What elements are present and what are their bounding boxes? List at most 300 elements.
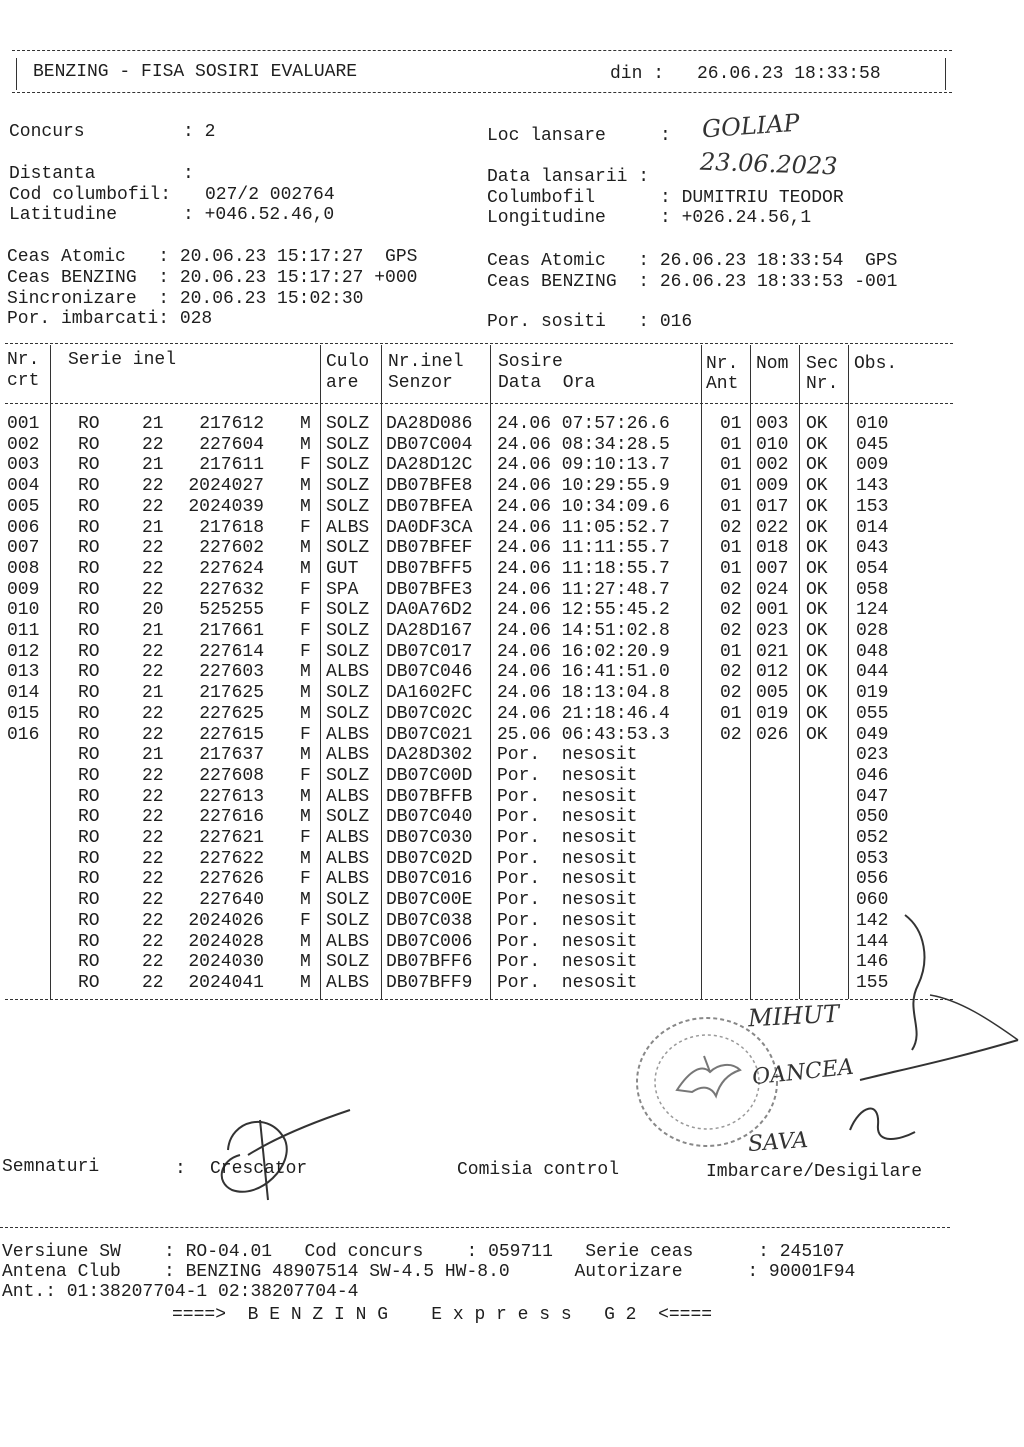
cell-cul: SOLZ xyxy=(326,496,370,517)
loc-lansare-label: Loc lansare xyxy=(487,126,606,146)
cell-an: 22 xyxy=(142,641,164,662)
table-row xyxy=(0,455,960,476)
cell-an: 22 xyxy=(142,538,164,559)
cell-sosire: 24.06 11:18:55.7 xyxy=(497,558,670,579)
cell-nr: 525255 xyxy=(199,600,264,621)
cell-tara: RO xyxy=(78,455,100,476)
cell-obs: 142 xyxy=(856,910,889,931)
cell-sex: F xyxy=(300,455,311,476)
cell-obs: 043 xyxy=(856,538,889,559)
cell-obs: 143 xyxy=(856,476,889,497)
cell-sec: OK xyxy=(806,641,828,662)
cell-senzor: DB07BFF9 xyxy=(386,972,473,993)
cell-sec: OK xyxy=(806,662,828,683)
cell-ant: 01 xyxy=(720,558,742,579)
cell-crt: 016 xyxy=(7,724,40,745)
cell-sex: M xyxy=(300,931,311,952)
cell-sex: F xyxy=(300,600,311,621)
th-sosire: Sosire xyxy=(498,352,563,372)
cell-cul: ALBS xyxy=(326,828,370,848)
cell-nr: 227625 xyxy=(199,703,264,724)
th-sec-1: Sec xyxy=(806,354,839,374)
cell-tara: RO xyxy=(78,496,100,517)
cell-ant: 01 xyxy=(720,641,742,662)
cell-nom: 021 xyxy=(756,641,789,662)
cell-nom: 003 xyxy=(756,414,789,434)
cell-obs: 153 xyxy=(856,496,889,517)
cell-sex: M xyxy=(300,414,311,434)
cell-crt: 012 xyxy=(7,641,40,662)
cell-sosire: Por. nesosit xyxy=(497,786,638,807)
cell-sex: F xyxy=(300,869,311,890)
cell-senzor: DB07C016 xyxy=(386,869,473,890)
cell-tara: RO xyxy=(78,745,100,766)
cell-sec: OK xyxy=(806,621,828,641)
cell-senzor: DA0A76D2 xyxy=(386,600,473,621)
cell-an: 22 xyxy=(142,786,164,807)
cell-tara: RO xyxy=(78,786,100,807)
cell-nom: 012 xyxy=(756,662,789,683)
cell-an: 22 xyxy=(142,952,164,973)
cell-sosire: 24.06 10:29:55.9 xyxy=(497,476,670,497)
cell-an: 22 xyxy=(142,910,164,931)
cell-obs: 060 xyxy=(856,890,889,911)
latitudine-label: Latitudine xyxy=(9,205,118,225)
cell-senzor: DA28D167 xyxy=(386,621,473,641)
cell-nr: 227614 xyxy=(199,641,264,662)
cell-sec: OK xyxy=(806,558,828,579)
cell-senzor: DA1602FC xyxy=(386,683,473,704)
cell-nr: 2024030 xyxy=(188,952,264,973)
cell-cul: GUT xyxy=(326,558,359,579)
cell-senzor: DB07C021 xyxy=(386,724,473,745)
table-row xyxy=(0,828,960,849)
loc-lansare-handwritten: GOLIAP xyxy=(701,108,801,144)
cell-nr: 217661 xyxy=(199,621,264,641)
semnaturi-label: Semnaturi xyxy=(2,1157,100,1177)
cell-ant: 01 xyxy=(720,496,742,517)
cell-tara: RO xyxy=(78,869,100,890)
cell-nom: 009 xyxy=(756,476,789,497)
concurs-label: Concurs xyxy=(9,122,85,142)
cell-crt: 001 xyxy=(7,414,40,434)
cell-sosire: Por. nesosit xyxy=(497,848,638,869)
cell-cul: SOLZ xyxy=(326,434,370,455)
table-row xyxy=(0,807,960,828)
table-header-border xyxy=(5,403,953,404)
cell-cul: ALBS xyxy=(326,848,370,869)
cell-sex: F xyxy=(300,910,311,931)
cell-sex: F xyxy=(300,621,311,641)
cell-obs: 155 xyxy=(856,972,889,993)
cell-sosire: 24.06 08:34:28.5 xyxy=(497,434,670,455)
th-culoare-2: are xyxy=(326,373,359,393)
cell-sosire: 24.06 11:11:55.7 xyxy=(497,538,670,559)
cell-sosire: Por. nesosit xyxy=(497,869,638,890)
ceas-benzing-end: Ceas BENZING : 26.06.23 18:33:53 -001 xyxy=(487,272,898,292)
cell-sex: M xyxy=(300,538,311,559)
cell-sosire: 24.06 09:10:13.7 xyxy=(497,455,670,476)
cell-obs: 058 xyxy=(856,579,889,600)
cell-tara: RO xyxy=(78,828,100,848)
cell-sosire: 24.06 16:41:51.0 xyxy=(497,662,670,683)
table-row xyxy=(0,725,960,746)
cell-obs: 010 xyxy=(856,414,889,434)
cell-sosire: Por. nesosit xyxy=(497,972,638,993)
table-row xyxy=(0,704,960,725)
cell-nom: 017 xyxy=(756,496,789,517)
cell-sosire: Por. nesosit xyxy=(497,807,638,828)
footer-top-border xyxy=(0,1227,950,1228)
cell-sec: OK xyxy=(806,414,828,434)
cell-obs: 044 xyxy=(856,662,889,683)
cell-sosire: 24.06 18:13:04.8 xyxy=(497,683,670,704)
cell-ant: 02 xyxy=(720,683,742,704)
ceas-benzing-start: Ceas BENZING : 20.06.23 15:17:27 +000 xyxy=(7,268,418,288)
cell-nr: 217618 xyxy=(199,517,264,538)
cell-cul: ALBS xyxy=(326,517,370,538)
cell-senzor: DB07C017 xyxy=(386,641,473,662)
crescator-label: Crescator xyxy=(210,1159,308,1179)
th-crt: crt xyxy=(7,371,40,391)
cell-obs: 014 xyxy=(856,517,889,538)
table-top-border xyxy=(5,343,953,344)
cell-sex: M xyxy=(300,786,311,807)
cell-senzor: DB07C006 xyxy=(386,931,473,952)
cell-sex: M xyxy=(300,662,311,683)
cell-nom: 007 xyxy=(756,558,789,579)
concurs-value: : 2 xyxy=(183,122,216,142)
longitudine-label: Longitudine xyxy=(487,208,606,228)
cell-crt: 003 xyxy=(7,455,40,476)
cell-obs: 045 xyxy=(856,434,889,455)
distanta-value: : xyxy=(183,164,194,184)
imbarcare-label: Imbarcare/Desigilare xyxy=(706,1162,923,1182)
cell-sec: OK xyxy=(806,703,828,724)
distanta-label: Distanta xyxy=(9,164,96,184)
cell-nr: 2024028 xyxy=(188,931,264,952)
cell-senzor: DB07BFE8 xyxy=(386,476,473,497)
cell-sosire: 24.06 14:51:02.8 xyxy=(497,621,670,641)
cell-obs: 124 xyxy=(856,600,889,621)
cell-cul: SOLZ xyxy=(326,476,370,497)
cell-sosire: Por. nesosit xyxy=(497,910,638,931)
cell-ant: 02 xyxy=(720,621,742,641)
cell-tara: RO xyxy=(78,910,100,931)
cell-cul: SOLZ xyxy=(326,765,370,786)
cell-senzor: DB07BFFB xyxy=(386,786,473,807)
cell-sex: M xyxy=(300,683,311,704)
cell-senzor: DB07BFEF xyxy=(386,538,473,559)
cell-tara: RO xyxy=(78,621,100,641)
cell-nom: 023 xyxy=(756,621,789,641)
cell-an: 22 xyxy=(142,496,164,517)
cell-obs: 019 xyxy=(856,683,889,704)
cell-crt: 005 xyxy=(7,496,40,517)
cell-cul: SOLZ xyxy=(326,600,370,621)
cell-senzor: DB07C040 xyxy=(386,807,473,828)
cell-nr: 227626 xyxy=(199,869,264,890)
cell-obs: 023 xyxy=(856,745,889,766)
cell-nom: 024 xyxy=(756,579,789,600)
cell-an: 22 xyxy=(142,890,164,911)
table-row xyxy=(0,849,960,870)
cell-nr: 217637 xyxy=(199,745,264,766)
cell-obs: 047 xyxy=(856,786,889,807)
cell-nom: 019 xyxy=(756,703,789,724)
header-top-border xyxy=(12,50,952,51)
cell-sex: F xyxy=(300,765,311,786)
cell-cul: SOLZ xyxy=(326,455,370,476)
cell-sosire: Por. nesosit xyxy=(497,828,638,848)
cell-sosire: Por. nesosit xyxy=(497,765,638,786)
cell-tara: RO xyxy=(78,434,100,455)
cell-senzor: DB07C02C xyxy=(386,703,473,724)
cell-senzor: DB07C00E xyxy=(386,890,473,911)
cell-obs: 028 xyxy=(856,621,889,641)
columbofil-label: Columbofil xyxy=(487,188,596,208)
cod-columbofil-value: 027/2 002764 xyxy=(205,185,335,205)
th-serie-inel: Serie inel xyxy=(68,350,177,370)
cell-nr: 227621 xyxy=(199,828,264,848)
table-row xyxy=(0,766,960,787)
cell-tara: RO xyxy=(78,517,100,538)
cell-senzor: DB07C030 xyxy=(386,828,473,848)
cell-sosire: 24.06 21:18:46.4 xyxy=(497,703,670,724)
cell-nom: 001 xyxy=(756,600,789,621)
cell-cul: SOLZ xyxy=(326,683,370,704)
cell-sex: M xyxy=(300,745,311,766)
cell-crt: 015 xyxy=(7,703,40,724)
cell-cul: ALBS xyxy=(326,786,370,807)
cell-nr: 227616 xyxy=(199,807,264,828)
cell-cul: SOLZ xyxy=(326,538,370,559)
cell-tara: RO xyxy=(78,703,100,724)
cell-sex: M xyxy=(300,807,311,828)
th-data-ora: Data Ora xyxy=(498,373,596,393)
cell-cul: SOLZ xyxy=(326,910,370,931)
ceas-atomic-end: Ceas Atomic : 26.06.23 18:33:54 GPS xyxy=(487,251,898,271)
cell-sec: OK xyxy=(806,579,828,600)
cell-an: 20 xyxy=(142,600,164,621)
cell-ant: 02 xyxy=(720,600,742,621)
header-bottom-border xyxy=(12,92,952,93)
cell-tara: RO xyxy=(78,848,100,869)
cell-senzor: DB07C004 xyxy=(386,434,473,455)
cell-sex: M xyxy=(300,952,311,973)
cell-crt: 010 xyxy=(7,600,40,621)
cell-ant: 01 xyxy=(720,703,742,724)
cell-sex: M xyxy=(300,476,311,497)
table-row xyxy=(0,497,960,518)
cell-nr: 217612 xyxy=(199,414,264,434)
cell-ant: 02 xyxy=(720,724,742,745)
cell-an: 21 xyxy=(142,621,164,641)
th-sec-2: Nr. xyxy=(806,374,839,394)
cell-sosire: Por. nesosit xyxy=(497,952,638,973)
cell-obs: 052 xyxy=(856,828,889,848)
table-row xyxy=(0,621,960,642)
header-left-border xyxy=(16,58,17,90)
cell-an: 22 xyxy=(142,972,164,993)
cell-nom: 026 xyxy=(756,724,789,745)
cell-an: 22 xyxy=(142,703,164,724)
cell-an: 22 xyxy=(142,724,164,745)
th-senzor: Senzor xyxy=(388,373,453,393)
cell-obs: 046 xyxy=(856,765,889,786)
footer-line-1: Versiune SW : RO-04.01 Cod concurs : 059711 Serie ceas : 245107 xyxy=(2,1242,845,1262)
cell-sosire: 24.06 16:02:20.9 xyxy=(497,641,670,662)
cell-obs: 053 xyxy=(856,848,889,869)
cell-sec: OK xyxy=(806,434,828,455)
cell-obs: 056 xyxy=(856,869,889,890)
table-row xyxy=(0,662,960,683)
cell-cul: SOLZ xyxy=(326,807,370,828)
cell-sex: F xyxy=(300,579,311,600)
cell-an: 22 xyxy=(142,476,164,497)
cell-sex: M xyxy=(300,703,311,724)
cell-sosire: 24.06 12:55:45.2 xyxy=(497,600,670,621)
cell-ant: 02 xyxy=(720,662,742,683)
cell-cul: ALBS xyxy=(326,869,370,890)
cell-sosire: 25.06 06:43:53.3 xyxy=(497,724,670,745)
cell-sec: OK xyxy=(806,600,828,621)
cell-an: 22 xyxy=(142,807,164,828)
cell-sosire: Por. nesosit xyxy=(497,890,638,911)
table-row xyxy=(0,745,960,766)
cell-nom: 022 xyxy=(756,517,789,538)
columbofil-value: : DUMITRIU TEODOR xyxy=(660,188,844,208)
cell-tara: RO xyxy=(78,662,100,683)
cell-senzor: DB07BFE3 xyxy=(386,579,473,600)
cell-sosire: 24.06 11:27:48.7 xyxy=(497,579,670,600)
cell-tara: RO xyxy=(78,579,100,600)
report-date-value: 26.06.23 18:33:58 xyxy=(697,64,881,84)
cell-cul: SPA xyxy=(326,579,359,600)
cell-senzor: DB07BFF5 xyxy=(386,558,473,579)
cell-ant: 01 xyxy=(720,414,742,434)
cell-an: 21 xyxy=(142,517,164,538)
table-row xyxy=(0,642,960,663)
table-row xyxy=(0,559,960,580)
table-row xyxy=(0,580,960,601)
cell-nr: 2024026 xyxy=(188,910,264,931)
cell-senzor: DA28D302 xyxy=(386,745,473,766)
cell-sex: M xyxy=(300,434,311,455)
cell-nr: 227603 xyxy=(199,662,264,683)
porumbei-imbarcati: Por. imbarcati: 028 xyxy=(7,309,213,329)
cell-an: 22 xyxy=(142,579,164,600)
cell-crt: 002 xyxy=(7,434,40,455)
cell-sec: OK xyxy=(806,724,828,745)
cell-sosire: Por. nesosit xyxy=(497,931,638,952)
cell-tara: RO xyxy=(78,600,100,621)
th-nr-inel: Nr.inel xyxy=(388,352,464,372)
cell-an: 21 xyxy=(142,745,164,766)
table-row xyxy=(0,787,960,808)
cell-ant: 02 xyxy=(720,517,742,538)
cell-sex: F xyxy=(300,641,311,662)
report-date-label: din : xyxy=(610,64,665,84)
cell-sex: F xyxy=(300,828,311,848)
cell-ant: 01 xyxy=(720,538,742,559)
cell-sec: OK xyxy=(806,538,828,559)
cell-senzor: DB07BFEA xyxy=(386,496,473,517)
cell-senzor: DA0DF3CA xyxy=(386,517,473,538)
cell-obs: 048 xyxy=(856,641,889,662)
cell-nr: 227622 xyxy=(199,848,264,869)
cell-obs: 055 xyxy=(856,703,889,724)
th-nr: Nr. xyxy=(7,350,40,370)
cell-crt: 014 xyxy=(7,683,40,704)
cell-cul: ALBS xyxy=(326,972,370,993)
cell-cul: ALBS xyxy=(326,662,370,683)
cell-obs: 050 xyxy=(856,807,889,828)
cell-ant: 01 xyxy=(720,434,742,455)
cell-cul: SOLZ xyxy=(326,414,370,434)
table-row xyxy=(0,869,960,890)
cell-an: 21 xyxy=(142,455,164,476)
cell-an: 22 xyxy=(142,848,164,869)
cell-sec: OK xyxy=(806,683,828,704)
table-row xyxy=(0,518,960,539)
cell-senzor: DB07C038 xyxy=(386,910,473,931)
th-culoare-1: Culo xyxy=(326,352,370,372)
cod-columbofil-label: Cod columbofil: xyxy=(9,185,172,205)
footer-line-3: Ant.: 01:38207704-1 02:38207704-4 xyxy=(2,1282,359,1302)
cell-senzor: DB07C046 xyxy=(386,662,473,683)
table-row xyxy=(0,414,960,435)
cell-crt: 009 xyxy=(7,579,40,600)
footer-line-2: Antena Club : BENZING 48907514 SW-4.5 HW-8.0 Autorizare : 90001F94 xyxy=(2,1262,856,1282)
sincronizare: Sincronizare : 20.06.23 15:02:30 xyxy=(7,289,364,309)
cell-obs: 049 xyxy=(856,724,889,745)
footer-brand: ====> B E N Z I N G E x p r e s s G 2 <==== xyxy=(172,1305,713,1325)
comisia-control-label: Comisia control xyxy=(457,1160,620,1180)
cell-sex: F xyxy=(300,517,311,538)
cell-cul: SOLZ xyxy=(326,703,370,724)
th-nom: Nom xyxy=(756,354,789,374)
cell-crt: 007 xyxy=(7,538,40,559)
cell-nr: 2024041 xyxy=(188,972,264,993)
cell-cul: ALBS xyxy=(326,724,370,745)
signature-sava: SAVA xyxy=(747,1127,809,1158)
cell-obs: 054 xyxy=(856,558,889,579)
cell-nom: 018 xyxy=(756,538,789,559)
cell-sosire: 24.06 07:57:26.6 xyxy=(497,414,670,434)
cell-an: 22 xyxy=(142,828,164,848)
cell-obs: 009 xyxy=(856,455,889,476)
cell-an: 22 xyxy=(142,765,164,786)
cell-nr: 227604 xyxy=(199,434,264,455)
table-row xyxy=(0,683,960,704)
cell-ant: 02 xyxy=(720,579,742,600)
cell-tara: RO xyxy=(78,952,100,973)
cell-an: 21 xyxy=(142,414,164,434)
cell-nom: 002 xyxy=(756,455,789,476)
cell-sex: M xyxy=(300,558,311,579)
cell-cul: ALBS xyxy=(326,745,370,766)
ceas-atomic-start: Ceas Atomic : 20.06.23 15:17:27 GPS xyxy=(7,247,418,267)
cell-sex: M xyxy=(300,972,311,993)
cell-nr: 227624 xyxy=(199,558,264,579)
cell-crt: 013 xyxy=(7,662,40,683)
cell-crt: 008 xyxy=(7,558,40,579)
cell-tara: RO xyxy=(78,414,100,434)
cell-tara: RO xyxy=(78,765,100,786)
cell-cul: SOLZ xyxy=(326,621,370,641)
cell-sec: OK xyxy=(806,455,828,476)
